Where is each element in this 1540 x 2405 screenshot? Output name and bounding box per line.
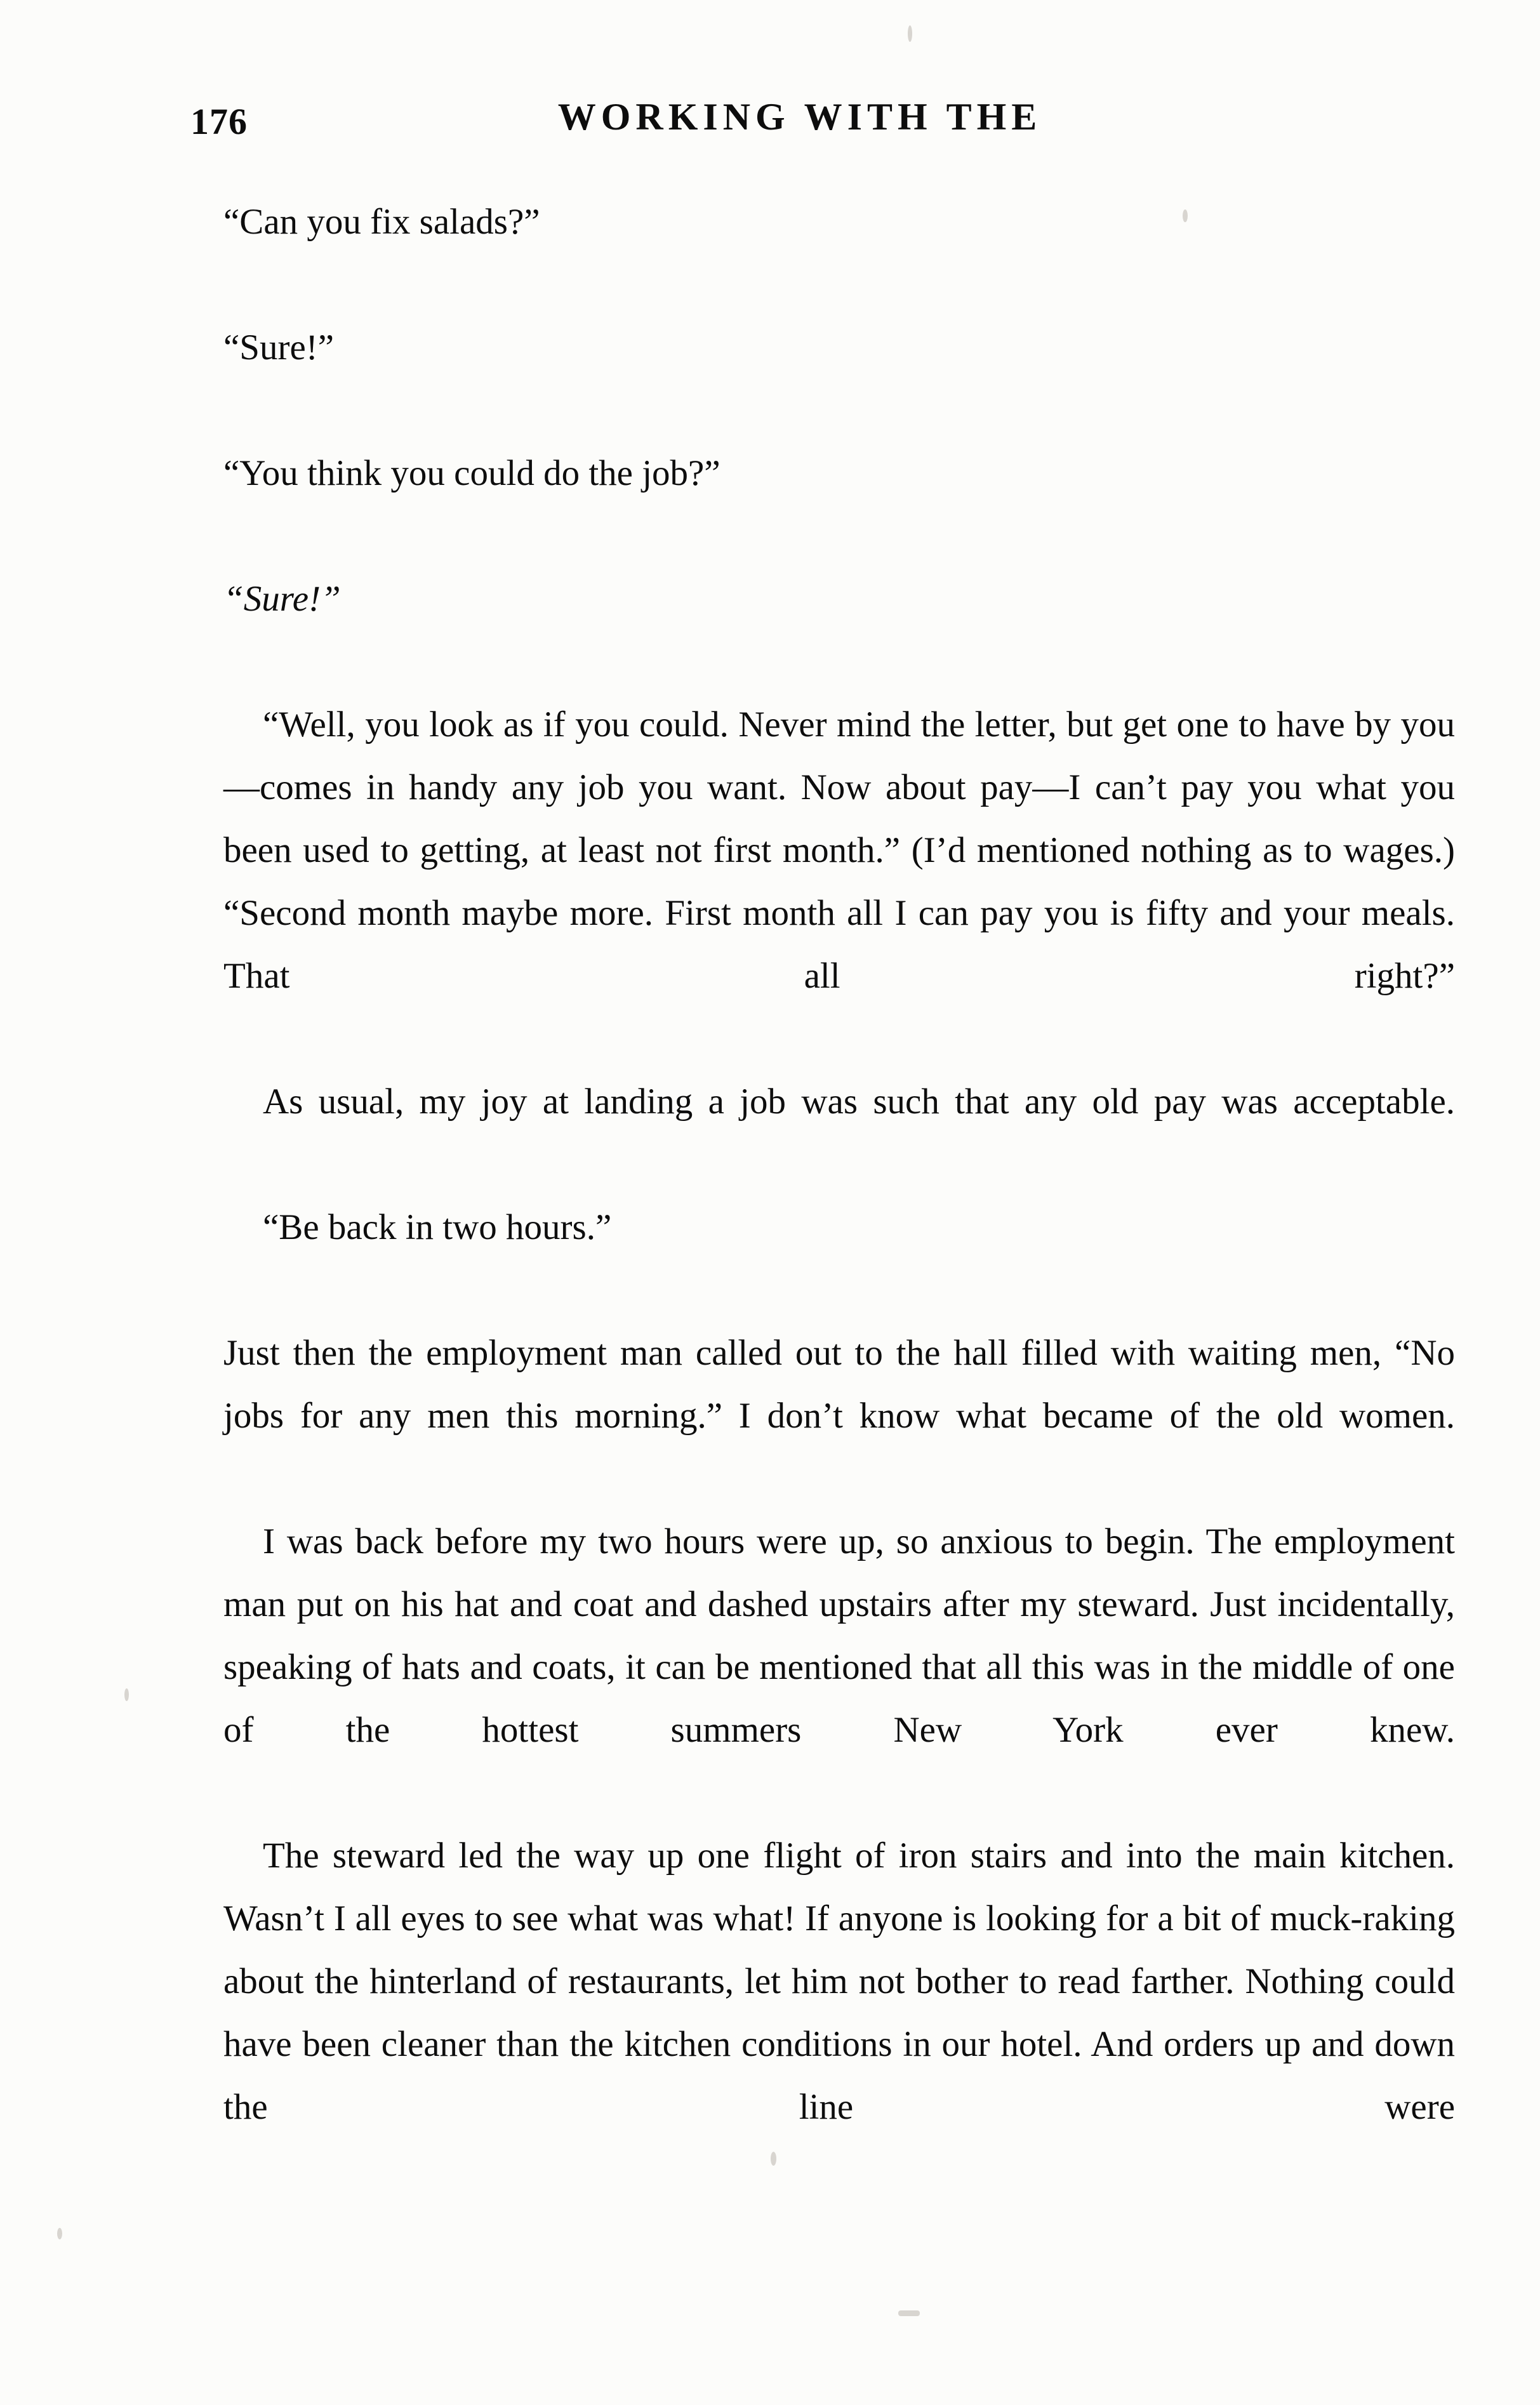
paragraph-dialogue-3: “You think you could do the job?” <box>223 453 720 493</box>
scan-speck <box>1183 209 1188 222</box>
paragraph-dialogue-2: “Sure!” <box>223 328 335 368</box>
paragraph-dialogue-4: “Sure!” <box>223 579 341 619</box>
paragraph-dialogue-5: “Be back in two hours.” <box>263 1207 612 1247</box>
paragraph-body-3: Just then the employment man called out to the hall filled with waiting men, “No jobs for any men this morning.” I don’t know what became of the old women. <box>223 1333 1455 1436</box>
paragraph-body-5: The steward led the way up one flight of iron stairs and into the main kitchen. Wasn’t I all eyes to see what was what! If anyone is looking for a bit of muck-raking about the hinterland of restaurants, let him not bother to read farther. Nothing could have been cleaner than the kitchen conditions in our hotel. And orders up and down the line were <box>223 1836 1455 2127</box>
scan-speck <box>908 25 912 42</box>
running-head: WORKING WITH THE <box>557 96 1042 138</box>
page-header <box>190 95 1365 152</box>
paragraph-body-1: “Well, you look as if you could. Never mind the letter, but get one to have by you—comes in handy any job you want. Now about pay—I can’t pay you what you been used to getting, at least not first month.” (I’d mentioned nothing as to wages.) “Second month maybe more. First month all I can pay you is fifty and your meals. That all right?” <box>223 705 1455 996</box>
page-number: 176 <box>190 101 248 142</box>
scan-speck <box>771 2152 776 2166</box>
paragraph-body-4: I was back before my two hours were up, so anxious to begin. The employment man put on his hat and coat and dashed upstairs after my steward. Just incidentally, speaking of hats and coats, it can be mentioned that all this was in the middle of one of the hottest summers New York ever knew. <box>223 1521 1455 1750</box>
paragraph-dialogue-1: “Can you fix salads?” <box>223 202 540 242</box>
paragraph-body-2: As usual, my joy at landing a job was such that any old pay was acceptable. <box>263 1082 1455 1122</box>
scan-speck <box>124 1688 129 1701</box>
scan-speck <box>898 2310 920 2316</box>
page-body <box>223 190 1455 2201</box>
scan-speck <box>57 2228 62 2239</box>
